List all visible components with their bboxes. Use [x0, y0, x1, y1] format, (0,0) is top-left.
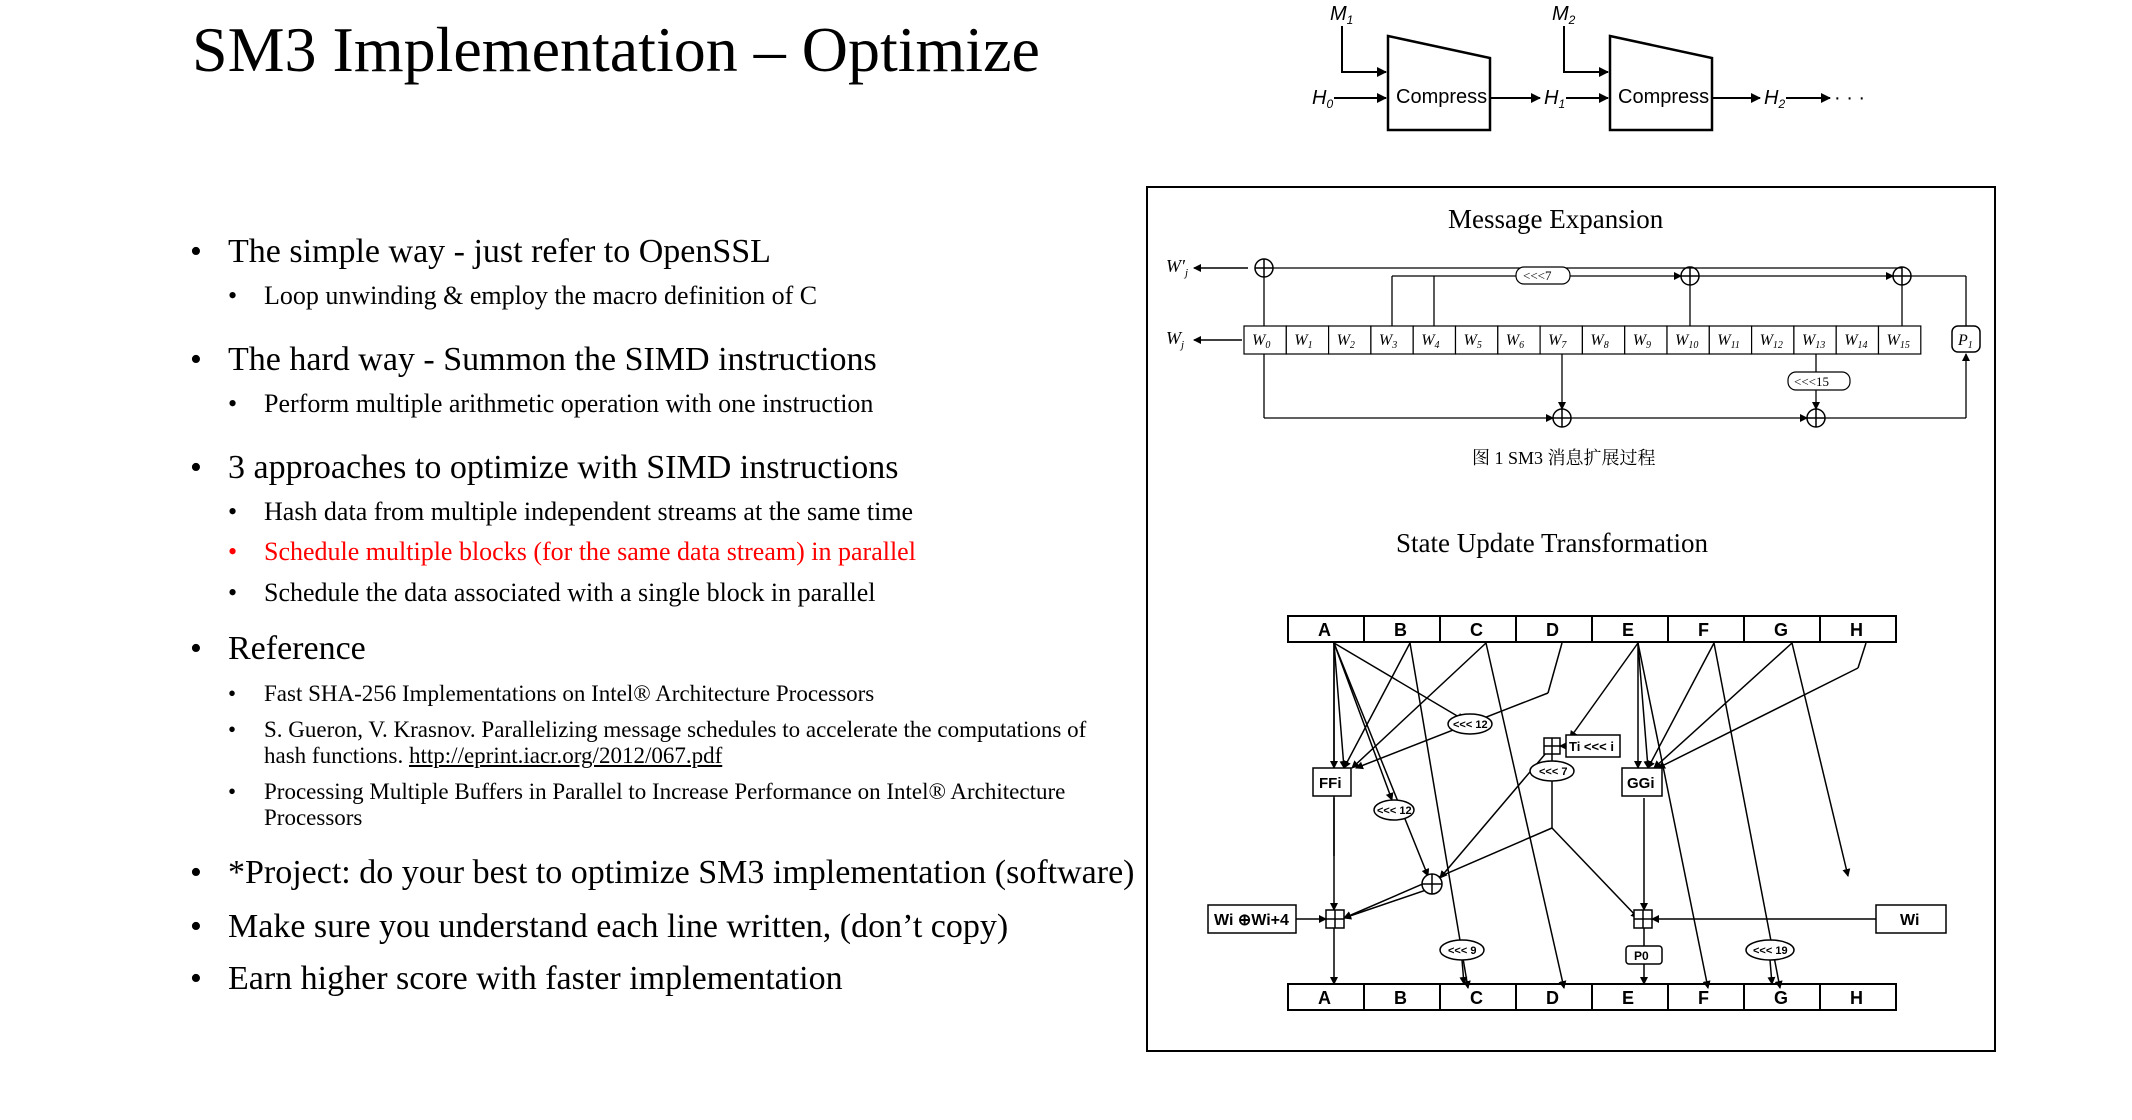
sm3-figure-frame [1146, 186, 1996, 1052]
w-cell-label: W2 [1336, 332, 1355, 351]
w-cell-label: W12 [1759, 332, 1783, 351]
m1-label: $M_1$ [1330, 3, 1354, 27]
xor-top-3 [1893, 267, 1911, 285]
msg-exp-top-wires [1264, 267, 1966, 326]
reference-1: • Fast SHA-256 Implementations on Intel® Architecture Processors [228, 681, 1090, 707]
ellipsis: · · · [1834, 87, 1866, 109]
p1-label: P1 [1958, 332, 1973, 351]
w-cell-label: W3 [1378, 332, 1398, 351]
bullet-hard-way: • The hard way - Summon the SIMD instructions [190, 340, 1090, 380]
wi-xor-wi4-label: Wi ⊕Wi+4 [1214, 912, 1289, 929]
reference-2-text: S. Gueron, V. Krasnov. Parallelizing message schedules to accelerate the computations of hash functions. [264, 717, 1087, 768]
h1-label: $H_1$ [1544, 87, 1566, 111]
bullet-score: • Earn higher score with faster implementation [190, 959, 1090, 999]
sm3-figure [1148, 188, 1994, 1050]
bottom-register-c: C [1470, 988, 1483, 1008]
bottom-registers [1288, 984, 1896, 1010]
top-register-b: B [1394, 620, 1407, 640]
bottom-register-b: B [1394, 988, 1407, 1008]
w-cell-label: W9 [1632, 332, 1652, 351]
wj-label: $W_j$ [1166, 328, 1185, 351]
top-registers [1288, 616, 1896, 642]
w-cell-label: W6 [1505, 332, 1525, 351]
m2-label: $M_2$ [1552, 3, 1576, 27]
bullet-understand: • Make sure you understand each line written, (don’t copy) [190, 907, 1090, 947]
bullet-approach-2: • Schedule multiple blocks (for the same data stream) in parallel [228, 536, 1090, 568]
ffi-label: FFi [1319, 775, 1342, 792]
bottom-register-h: H [1850, 988, 1863, 1008]
w-cell-label: W4 [1421, 332, 1440, 351]
compress-label-1: Compress [1396, 86, 1488, 108]
bottom-register-d: D [1546, 988, 1559, 1008]
top-register-f: F [1698, 620, 1709, 640]
bottom-register-f: F [1698, 988, 1709, 1008]
w-cell-label: W1 [1294, 332, 1313, 351]
w-cell-label: W7 [1548, 332, 1567, 351]
merkle-damgard-diagram [1300, 0, 1900, 150]
top-register-g: G [1774, 620, 1789, 640]
p0-label: P0 [1634, 949, 1649, 963]
h0-label: $H_0$ [1312, 87, 1334, 111]
ti-label: Ti <<< i [1569, 739, 1614, 754]
rot19-label: <<< 19 [1753, 945, 1788, 957]
top-register-a: A [1318, 620, 1331, 640]
compress-box-1 [1388, 36, 1490, 130]
compress-box-2 [1610, 36, 1712, 130]
top-register-c: C [1470, 620, 1483, 640]
bullet-list [190, 232, 1135, 999]
xor-top-1 [1255, 259, 1273, 277]
w-cell-label: W5 [1463, 332, 1482, 351]
bottom-register-g: G [1774, 988, 1789, 1008]
rot7-label: <<<7 [1523, 268, 1552, 283]
state-xor [1422, 874, 1442, 894]
xor-bottom-1 [1553, 409, 1571, 427]
e-add [1634, 910, 1652, 928]
top-register-e: E [1622, 620, 1635, 640]
m2-arrow [1564, 26, 1608, 72]
ggi-label: GGi [1627, 775, 1655, 792]
top-register-h: H [1850, 620, 1863, 640]
w-cell-label: W0 [1252, 332, 1271, 351]
w-cell-label: W15 [1886, 332, 1910, 351]
reference-2-link[interactable]: http://eprint.iacr.org/2012/067.pdf [409, 743, 723, 768]
bullet-hard-way-sub: • Perform multiple arithmetic operation with one instruction [228, 388, 1090, 420]
msg-exp-bottom-wires [1264, 354, 1966, 418]
xor-bottom-2 [1807, 409, 1825, 427]
slide-title: SM3 Implementation – Optimize [192, 14, 1040, 85]
xor-top-2 [1681, 267, 1699, 285]
figure-caption: 图 1 SM3 消息扩展过程 [1472, 448, 1656, 468]
rot7-state-label: <<< 7 [1539, 766, 1568, 778]
bullet-project: • *Project: do your best to optimize SM3 implementation (software) [190, 853, 1090, 893]
bullet-approach-1: • Hash data from multiple independent streams at the same time [228, 496, 1090, 528]
bullet-three-approaches: • 3 approaches to optimize with SIMD instructions [190, 448, 1090, 488]
message-expansion-title: Message Expansion [1448, 204, 1664, 234]
w-cell-label: W10 [1675, 332, 1699, 351]
bullet-simple-way: • The simple way - just refer to OpenSSL [190, 232, 1090, 272]
bullet-approach-3: • Schedule the data associated with a single block in parallel [228, 577, 1090, 609]
w-cell-label: W14 [1844, 332, 1868, 351]
rot9-label: <<< 9 [1448, 945, 1477, 957]
w-cell-label: W8 [1590, 332, 1609, 351]
bullet-simple-way-sub: • Loop unwinding & employ the macro definition of C [228, 280, 1090, 312]
reference-2 [228, 717, 1090, 769]
rot12a-label: <<< 12 [1453, 719, 1488, 731]
w-cells [1244, 326, 1921, 354]
a-add [1326, 910, 1344, 928]
wi-label: Wi [1900, 912, 1920, 929]
compress-label-2: Compress [1618, 86, 1710, 108]
wj-prime-label: $W'_j$ [1166, 256, 1188, 279]
bottom-register-a: A [1318, 988, 1331, 1008]
state-update-title: State Update Transformation [1396, 528, 1708, 558]
top-register-d: D [1546, 620, 1559, 640]
w-cell-label: W13 [1801, 332, 1826, 351]
ss-add [1544, 738, 1560, 754]
rot12b-label: <<< 12 [1377, 805, 1412, 817]
w-cell-label: W11 [1717, 332, 1740, 351]
m1-arrow [1342, 26, 1386, 72]
reference-3: • Processing Multiple Buffers in Parallel to Increase Performance on Intel® Architecture Processors [228, 779, 1090, 831]
bullet-reference: • Reference [190, 629, 1090, 669]
bottom-register-e: E [1622, 988, 1635, 1008]
rot15-label: <<<15 [1794, 374, 1829, 389]
h2-label: $H_2$ [1764, 87, 1786, 111]
